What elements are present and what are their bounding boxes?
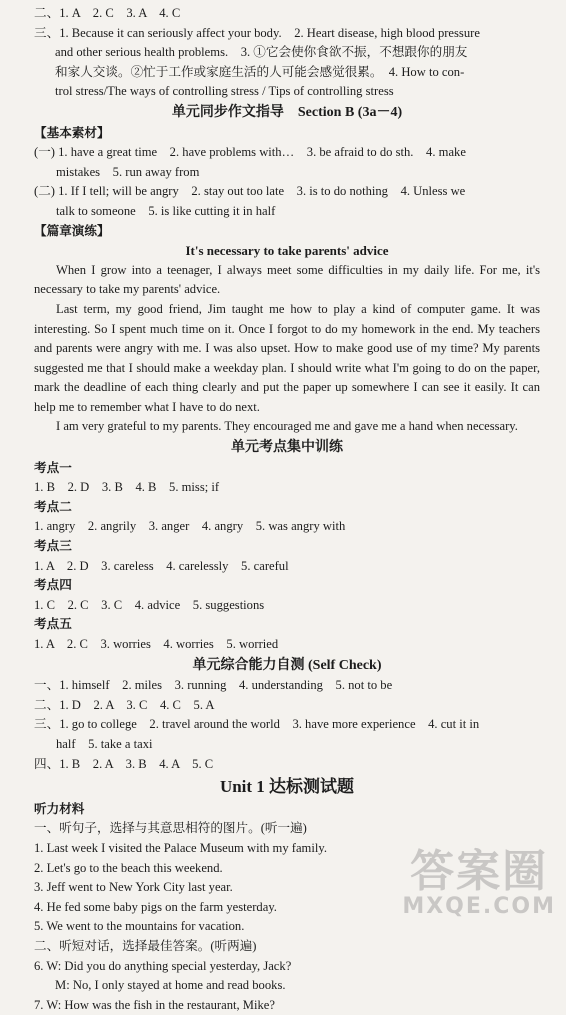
- point-answers: 1. angry 2. angrily 3. anger 4. angry 5. was angry with: [34, 519, 346, 534]
- self-check-line: 三、1. go to college 2. travel around the world 3. have more experience 4. cut it in: [34, 717, 480, 732]
- listening-sentence: 2. Let's go to the beach this weekend.: [34, 860, 223, 875]
- listening-part-2: 二、听短对话，选择最佳答案。(听两遍): [34, 938, 257, 953]
- self-check-line: 一、1. himself 2. miles 3. running 4. understanding 5. not to be: [34, 678, 393, 693]
- essay: [34, 261, 540, 437]
- answer-line: and other serious health problems. 3. ①它会使你食欲不振，不想跟你的朋友: [55, 45, 468, 60]
- listening-sentence: 4. He fed some baby pigs on the farm yesterday.: [34, 899, 277, 914]
- watermark-logo: [402, 848, 556, 918]
- point-answers: 1. A 2. C 3. worries 4. worries 5. worried: [34, 637, 279, 651]
- listening-label: 听力材料: [34, 801, 85, 816]
- dialogue-line: 7. W: How was the fish in the restaurant, Mike?: [34, 997, 275, 1012]
- point-label: 考点三: [34, 539, 72, 554]
- self-check-line: 二、1. D 2. A 3. C 4. C 5. A: [34, 697, 215, 712]
- basic-material-label: 【基本素材】: [34, 125, 110, 140]
- answer-line: 和家人交谈。②忙于工作或家庭生活的人可能会感觉很累。 4. How to con-: [55, 64, 465, 79]
- watermark-text: 答案圈: [410, 846, 549, 897]
- essay-paragraph: Last term, my good friend, Jim taught me how to play a kind of computer game. It was interesting. So I spent much time on it. Once I forgot to do my homework in the end. My teachers and parents were angry with me. I was also upset. How to make good use of my time? My parents suggested me that I should make a weekday plan. I should write what I'm going to do on the paper, mark the deadline of each thing clearly and put the paper up somewhere I can see it easily. It can help me to remember what I have to do next.: [34, 301, 540, 414]
- training-title: 单元考点集中训练: [231, 440, 343, 456]
- listening-sentence: 3. Jeff went to New York City last year.: [34, 880, 233, 895]
- answer-line: trol stress/The ways of controlling stress / Tips of controlling stress: [55, 84, 394, 99]
- practice-label: 【篇章演练】: [34, 223, 110, 238]
- answer-line: 三、1. Because it can seriously affect your body. 2. Heart disease, high blood pressure: [34, 25, 480, 40]
- listening-sentence: 5. We went to the mountains for vacation.: [34, 919, 245, 934]
- point-answers: 1. C 2. C 3. C 4. advice 5. suggestions: [34, 597, 265, 612]
- point-answers: 1. A 2. D 3. careless 4. carelessly 5. careful: [34, 558, 289, 573]
- essay-title: It's necessary to take parents' advice: [185, 243, 389, 259]
- top-answers: [34, 4, 540, 102]
- self-check-title: 单元综合能力自测 (Self Check): [192, 657, 382, 673]
- point-label: 考点四: [34, 578, 72, 593]
- self-check-line: half 5. take a taxi: [56, 736, 153, 751]
- unit-test-title: Unit 1 达标测试题: [219, 777, 355, 797]
- basic-line: talk to someone 5. is like cutting it in half: [56, 203, 276, 218]
- point-label: 考点一: [34, 460, 72, 475]
- listening-sentence: 1. Last week I visited the Palace Museum with my family.: [34, 840, 327, 855]
- point-label: 考点二: [34, 499, 72, 514]
- watermark-url: MXQE.COM: [402, 894, 556, 919]
- point-label: 考点五: [34, 617, 72, 632]
- listening-part-1: 一、听句子，选择与其意思相符的图片。(听一遍): [34, 821, 307, 836]
- basic-line: mistakes 5. run away from: [56, 164, 200, 179]
- point-answers: 1. B 2. D 3. B 4. B 5. miss; if: [34, 480, 220, 495]
- basic-line: (二) 1. If I tell; will be angry 2. stay out too late 3. is to do nothing 4. Unless we: [34, 184, 466, 199]
- answer-line: 二、1. A 2. C 3. A 4. C: [34, 6, 181, 20]
- essay-paragraph: When I grow into a teenager, I always meet some difficulties in my daily life. For me, it's necessary to take my parents' advice.: [34, 262, 540, 297]
- writing-guide-title: 单元同步作文指导 Section B (3a－4): [171, 104, 403, 120]
- basic-line: (一) 1. have a great time 2. have problems with… 3. be afraid to do sth. 4. make: [34, 145, 466, 160]
- self-check-line: 四、1. B 2. A 3. B 4. A 5. C: [34, 756, 214, 771]
- training-points: [34, 459, 540, 655]
- essay-paragraph: I am very grateful to my parents. They encouraged me and gave me a hand when necessary.: [56, 419, 518, 434]
- dialogue-line: M: No, I only stayed at home and read books.: [55, 978, 286, 993]
- dialogue-line: 6. W: Did you do anything special yesterday, Jack?: [34, 958, 292, 973]
